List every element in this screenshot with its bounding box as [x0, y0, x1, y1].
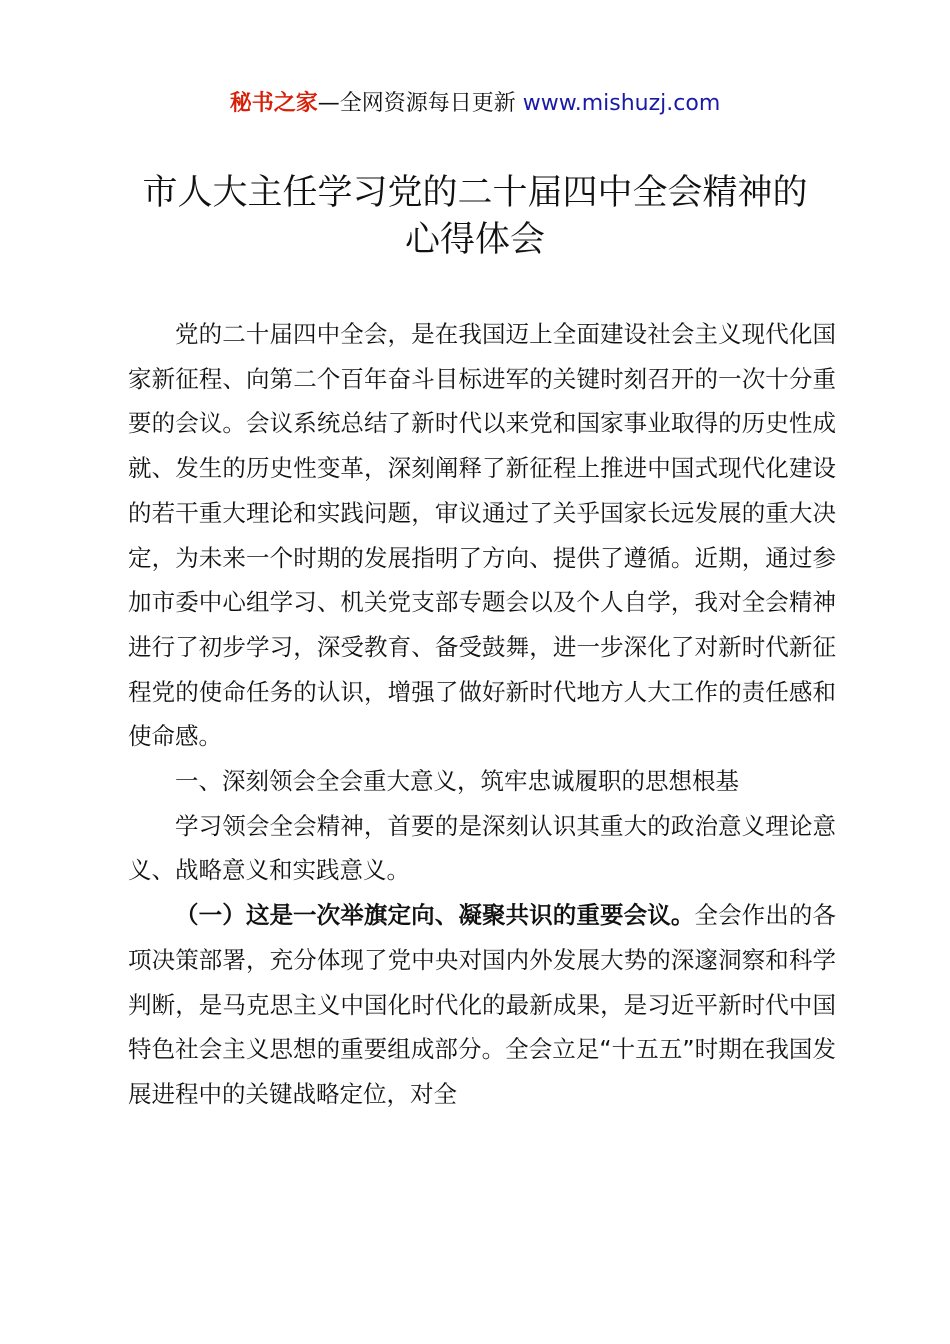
- site-slogan: —全网资源每日更新: [317, 91, 523, 116]
- document-body: [128, 312, 836, 1117]
- point-paragraph: [128, 893, 836, 1117]
- point-text: 全会作出的各项决策部署，充分体现了党中央对国内外发展大势的深邃洞察和科学判断，是马克思主义中国化时代化的最新成果，是习近平新时代中国特色社会主义思想的重要组成部分。全会立足“十五五”时期在我国发展进程中的关键战略定位，对全: [128, 901, 837, 1108]
- document-title: [100, 170, 850, 264]
- site-brand: 秘书之家: [229, 91, 318, 116]
- intro-paragraph: 党的二十届四中全会，是在我国迈上全面建设社会主义现代化国家新征程、向第二个百年奋斗目标进军的关键时刻召开的一次十分重要的会议。会议系统总结了新时代以来党和国家事业取得的历史性成就、发生的历史性变革，深刻阐释了新征程上推进中国式现代化建设的若干重大理论和实践问题，审议通过了关乎国家长远发展的重大决定，为未来一个时期的发展指明了方向、提供了遵循。近期，通过参加市委中心组学习、机关党支部专题会以及个人自学，我对全会精神进行了初步学习，深受教育、备受鼓舞，进一步深化了对新时代新征程党的使命任务的认识，增强了做好新时代地方人大工作的责任感和使命感。: [128, 320, 836, 751]
- site-url-link[interactable]: www.mishuzj.com: [522, 91, 721, 116]
- section-heading: 一、深刻领会全会重大意义，筑牢忠诚履职的思想根基: [175, 767, 739, 796]
- title-line-2: 心得体会: [404, 220, 545, 260]
- point-lead: （一）这是一次举旗定向、凝聚共识的重要会议。: [175, 901, 695, 930]
- title-line-1: 市人大主任学习党的二十届四中全会精神的: [142, 173, 808, 213]
- section-intro-paragraph: 学习领会全会精神，首要的是深刻认识其重大的政治意义理论意义、战略意义和实践意义。: [128, 811, 836, 885]
- site-header: [0, 88, 950, 120]
